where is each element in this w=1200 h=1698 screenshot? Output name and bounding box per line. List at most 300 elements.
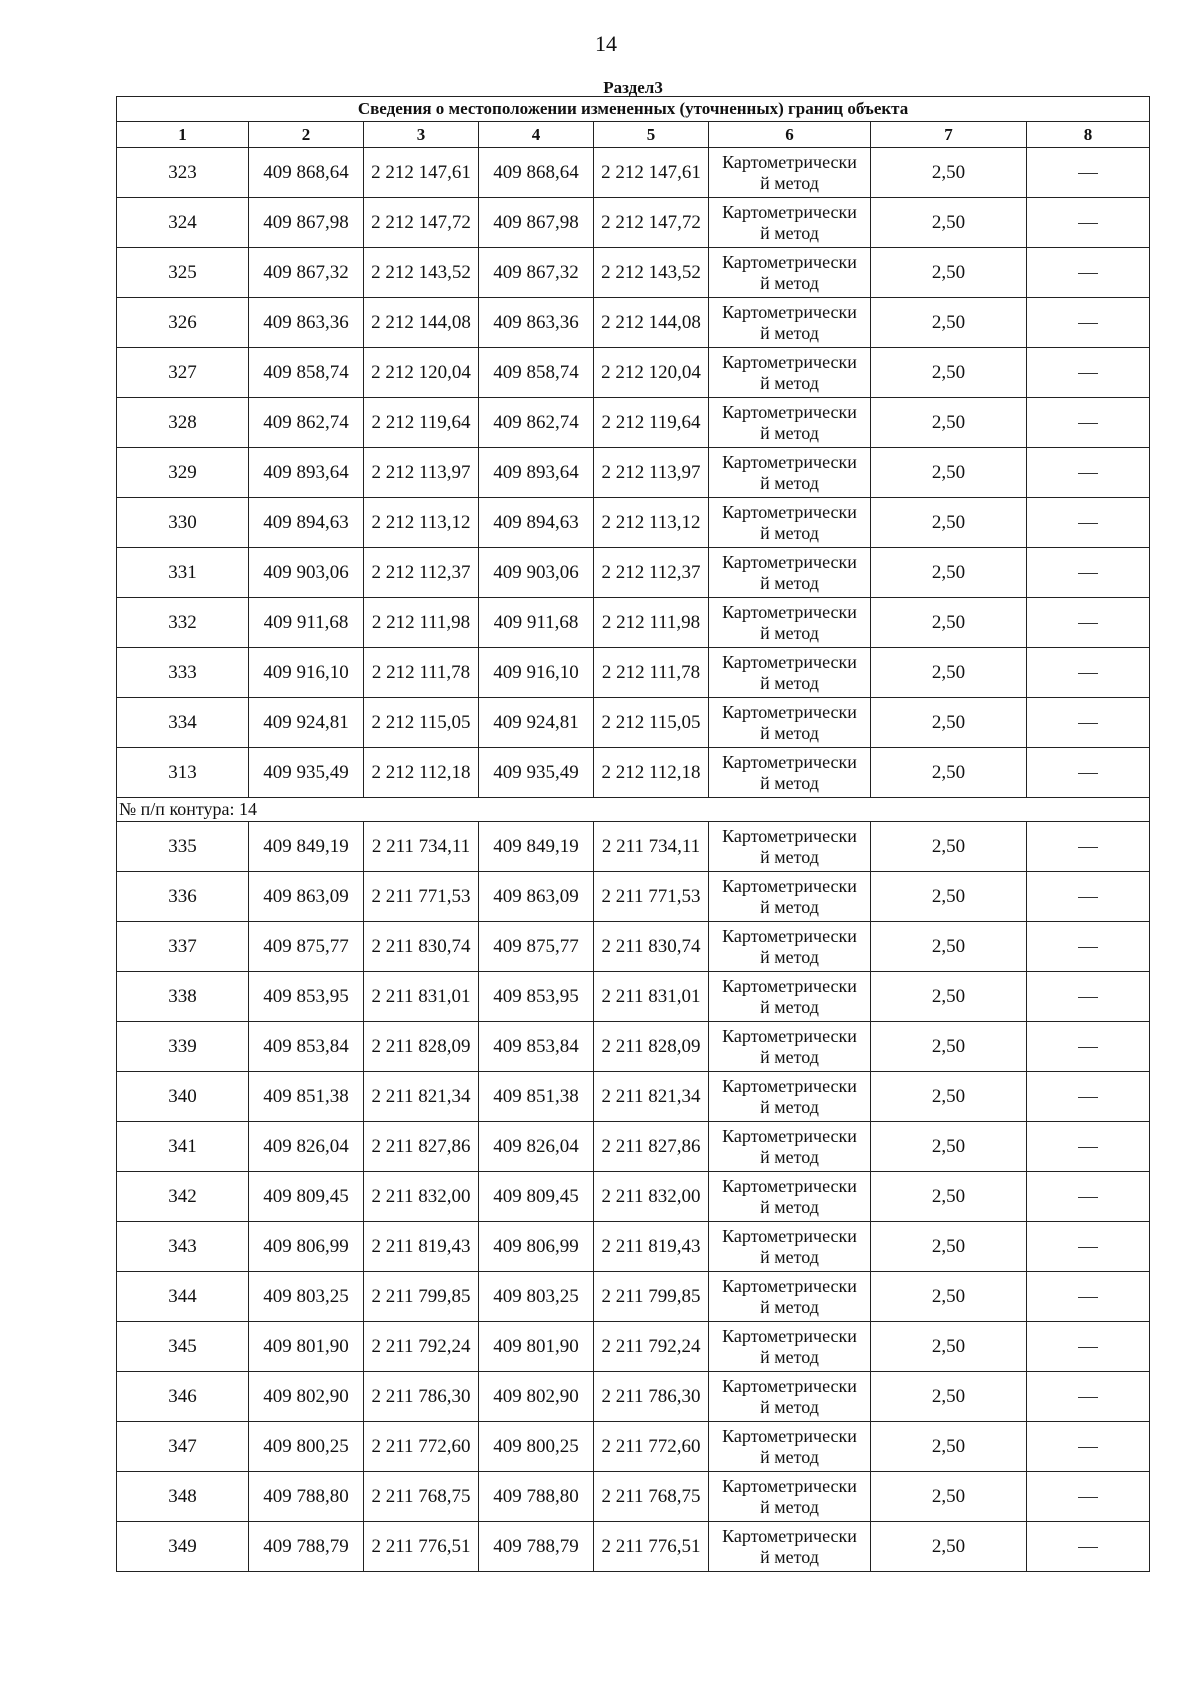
dash-cell bbox=[1027, 1072, 1150, 1122]
x-coordinate-old: 409 853,95 bbox=[249, 972, 364, 1022]
accuracy-value: 2,50 bbox=[871, 1072, 1027, 1122]
x-coordinate-old: 409 863,09 bbox=[249, 872, 364, 922]
method-cell bbox=[709, 1122, 871, 1172]
y-coordinate-old: 2 211 821,34 bbox=[364, 1072, 479, 1122]
x-coordinate-new: 409 867,32 bbox=[479, 248, 594, 298]
x-coordinate-new: 409 788,79 bbox=[479, 1522, 594, 1572]
accuracy-value: 2,50 bbox=[871, 198, 1027, 248]
dash-cell bbox=[1027, 1022, 1150, 1072]
method-cell bbox=[709, 1322, 871, 1372]
dash-mark bbox=[1078, 1147, 1098, 1148]
method-cell bbox=[709, 1522, 871, 1572]
point-number: 328 bbox=[117, 398, 249, 448]
method-line-1: Картометрически bbox=[722, 551, 857, 572]
dash-mark bbox=[1078, 1347, 1098, 1348]
method-line-2: й метод bbox=[760, 172, 819, 193]
method-line-2: й метод bbox=[760, 896, 819, 917]
method-line-2: й метод bbox=[760, 1196, 819, 1217]
method-line-1: Картометрически bbox=[722, 1525, 857, 1546]
y-coordinate-new: 2 212 113,97 bbox=[594, 448, 709, 498]
method-line-2: й метод bbox=[760, 722, 819, 743]
x-coordinate-old: 409 868,64 bbox=[249, 148, 364, 198]
point-number: 325 bbox=[117, 248, 249, 298]
method-cell bbox=[709, 448, 871, 498]
y-coordinate-old: 2 211 830,74 bbox=[364, 922, 479, 972]
boundary-coordinates-table bbox=[116, 80, 1150, 1572]
table-row bbox=[117, 348, 1150, 398]
method-line-2: й метод bbox=[760, 272, 819, 293]
method-line-2: й метод bbox=[760, 1496, 819, 1517]
method-line-1: Картометрически bbox=[722, 151, 857, 172]
y-coordinate-old: 2 211 772,60 bbox=[364, 1422, 479, 1472]
dash-mark bbox=[1078, 773, 1098, 774]
method-line-1: Картометрически bbox=[722, 751, 857, 772]
x-coordinate-old: 409 867,98 bbox=[249, 198, 364, 248]
method-line-2: й метод bbox=[760, 422, 819, 443]
x-coordinate-new: 409 826,04 bbox=[479, 1122, 594, 1172]
method-line-2: й метод bbox=[760, 622, 819, 643]
x-coordinate-new: 409 893,64 bbox=[479, 448, 594, 498]
y-coordinate-old: 2 212 113,97 bbox=[364, 448, 479, 498]
y-coordinate-new: 2 211 792,24 bbox=[594, 1322, 709, 1372]
x-coordinate-old: 409 800,25 bbox=[249, 1422, 364, 1472]
accuracy-value: 2,50 bbox=[871, 398, 1027, 448]
y-coordinate-old: 2 211 771,53 bbox=[364, 872, 479, 922]
method-line-1: Картометрически bbox=[722, 401, 857, 422]
method-line-2: й метод bbox=[760, 946, 819, 967]
dash-cell bbox=[1027, 648, 1150, 698]
y-coordinate-old: 2 211 799,85 bbox=[364, 1272, 479, 1322]
dash-cell bbox=[1027, 448, 1150, 498]
y-coordinate-old: 2 211 734,11 bbox=[364, 822, 479, 872]
method-line-2: й метод bbox=[760, 1046, 819, 1067]
y-coordinate-new: 2 212 144,08 bbox=[594, 298, 709, 348]
point-number: 327 bbox=[117, 348, 249, 398]
x-coordinate-new: 409 875,77 bbox=[479, 922, 594, 972]
y-coordinate-new: 2 212 143,52 bbox=[594, 248, 709, 298]
method-line-2: й метод bbox=[760, 222, 819, 243]
x-coordinate-new: 409 924,81 bbox=[479, 698, 594, 748]
dash-mark bbox=[1078, 1047, 1098, 1048]
x-coordinate-new: 409 851,38 bbox=[479, 1072, 594, 1122]
column-number: 7 bbox=[871, 122, 1027, 148]
method-cell bbox=[709, 1372, 871, 1422]
method-line-2: й метод bbox=[760, 1446, 819, 1467]
accuracy-value: 2,50 bbox=[871, 548, 1027, 598]
table-row bbox=[117, 1222, 1150, 1272]
x-coordinate-old: 409 809,45 bbox=[249, 1172, 364, 1222]
table-row bbox=[117, 398, 1150, 448]
method-line-1: Картометрически bbox=[722, 1325, 857, 1346]
y-coordinate-new: 2 212 119,64 bbox=[594, 398, 709, 448]
accuracy-value: 2,50 bbox=[871, 248, 1027, 298]
accuracy-value: 2,50 bbox=[871, 1472, 1027, 1522]
dash-cell bbox=[1027, 298, 1150, 348]
method-line-1: Картометрически bbox=[722, 1125, 857, 1146]
method-line-2: й метод bbox=[760, 1546, 819, 1567]
x-coordinate-new: 409 802,90 bbox=[479, 1372, 594, 1422]
table-row bbox=[117, 922, 1150, 972]
x-coordinate-new: 409 853,95 bbox=[479, 972, 594, 1022]
x-coordinate-old: 409 851,38 bbox=[249, 1072, 364, 1122]
table-row bbox=[117, 1422, 1150, 1472]
method-line-1: Картометрически bbox=[722, 501, 857, 522]
dash-cell bbox=[1027, 1272, 1150, 1322]
x-coordinate-old: 409 858,74 bbox=[249, 348, 364, 398]
x-coordinate-new: 409 800,25 bbox=[479, 1422, 594, 1472]
point-number: 342 bbox=[117, 1172, 249, 1222]
method-line-1: Картометрически bbox=[722, 251, 857, 272]
accuracy-value: 2,50 bbox=[871, 448, 1027, 498]
method-cell bbox=[709, 1072, 871, 1122]
dash-cell bbox=[1027, 148, 1150, 198]
x-coordinate-new: 409 903,06 bbox=[479, 548, 594, 598]
y-coordinate-old: 2 211 832,00 bbox=[364, 1172, 479, 1222]
method-cell bbox=[709, 972, 871, 1022]
point-number: 337 bbox=[117, 922, 249, 972]
accuracy-value: 2,50 bbox=[871, 1272, 1027, 1322]
x-coordinate-new: 409 863,36 bbox=[479, 298, 594, 348]
table-row bbox=[117, 1122, 1150, 1172]
method-line-2: й метод bbox=[760, 522, 819, 543]
x-coordinate-new: 409 853,84 bbox=[479, 1022, 594, 1072]
x-coordinate-old: 409 801,90 bbox=[249, 1322, 364, 1372]
method-line-2: й метод bbox=[760, 322, 819, 343]
method-line-2: й метод bbox=[760, 1146, 819, 1167]
y-coordinate-new: 2 211 830,74 bbox=[594, 922, 709, 972]
accuracy-value: 2,50 bbox=[871, 1222, 1027, 1272]
section-row bbox=[117, 80, 1150, 97]
method-cell bbox=[709, 498, 871, 548]
method-line-1: Картометрически bbox=[722, 1175, 857, 1196]
method-line-2: й метод bbox=[760, 1096, 819, 1117]
point-number: 331 bbox=[117, 548, 249, 598]
y-coordinate-new: 2 211 799,85 bbox=[594, 1272, 709, 1322]
table-row bbox=[117, 498, 1150, 548]
dash-cell bbox=[1027, 872, 1150, 922]
point-number: 349 bbox=[117, 1522, 249, 1572]
table-row bbox=[117, 1172, 1150, 1222]
point-number: 323 bbox=[117, 148, 249, 198]
method-cell bbox=[709, 148, 871, 198]
accuracy-value: 2,50 bbox=[871, 1422, 1027, 1472]
table-row bbox=[117, 1072, 1150, 1122]
dash-cell bbox=[1027, 698, 1150, 748]
x-coordinate-old: 409 916,10 bbox=[249, 648, 364, 698]
y-coordinate-new: 2 212 120,04 bbox=[594, 348, 709, 398]
y-coordinate-new: 2 212 115,05 bbox=[594, 698, 709, 748]
column-number: 4 bbox=[479, 122, 594, 148]
method-line-2: й метод bbox=[760, 996, 819, 1017]
column-number: 8 bbox=[1027, 122, 1150, 148]
point-number: 346 bbox=[117, 1372, 249, 1422]
contour-label: № п/п контура: 14 bbox=[117, 798, 1150, 822]
y-coordinate-old: 2 212 144,08 bbox=[364, 298, 479, 348]
table-row bbox=[117, 1522, 1150, 1572]
dash-cell bbox=[1027, 348, 1150, 398]
method-cell bbox=[709, 1422, 871, 1472]
y-coordinate-new: 2 212 112,37 bbox=[594, 548, 709, 598]
accuracy-value: 2,50 bbox=[871, 922, 1027, 972]
point-number: 334 bbox=[117, 698, 249, 748]
y-coordinate-new: 2 212 111,98 bbox=[594, 598, 709, 648]
method-cell bbox=[709, 922, 871, 972]
method-line-2: й метод bbox=[760, 1296, 819, 1317]
method-cell bbox=[709, 872, 871, 922]
method-cell bbox=[709, 748, 871, 798]
accuracy-value: 2,50 bbox=[871, 1122, 1027, 1172]
dash-cell bbox=[1027, 1522, 1150, 1572]
dash-mark bbox=[1078, 723, 1098, 724]
accuracy-value: 2,50 bbox=[871, 348, 1027, 398]
x-coordinate-old: 409 893,64 bbox=[249, 448, 364, 498]
y-coordinate-old: 2 211 792,24 bbox=[364, 1322, 479, 1372]
accuracy-value: 2,50 bbox=[871, 148, 1027, 198]
point-number: 347 bbox=[117, 1422, 249, 1472]
y-coordinate-new: 2 212 147,61 bbox=[594, 148, 709, 198]
y-coordinate-new: 2 212 113,12 bbox=[594, 498, 709, 548]
column-number-row bbox=[117, 122, 1150, 148]
method-line-2: й метод bbox=[760, 672, 819, 693]
x-coordinate-new: 409 894,63 bbox=[479, 498, 594, 548]
dash-mark bbox=[1078, 947, 1098, 948]
x-coordinate-old: 409 806,99 bbox=[249, 1222, 364, 1272]
accuracy-value: 2,50 bbox=[871, 748, 1027, 798]
accuracy-value: 2,50 bbox=[871, 1322, 1027, 1372]
y-coordinate-old: 2 211 776,51 bbox=[364, 1522, 479, 1572]
dash-mark bbox=[1078, 1447, 1098, 1448]
dash-cell bbox=[1027, 1122, 1150, 1172]
accuracy-value: 2,50 bbox=[871, 1022, 1027, 1072]
x-coordinate-old: 409 863,36 bbox=[249, 298, 364, 348]
x-coordinate-old: 409 788,79 bbox=[249, 1522, 364, 1572]
y-coordinate-new: 2 211 771,53 bbox=[594, 872, 709, 922]
method-cell bbox=[709, 1022, 871, 1072]
dash-cell bbox=[1027, 922, 1150, 972]
accuracy-value: 2,50 bbox=[871, 822, 1027, 872]
accuracy-value: 2,50 bbox=[871, 498, 1027, 548]
accuracy-value: 2,50 bbox=[871, 872, 1027, 922]
dash-mark bbox=[1078, 1247, 1098, 1248]
table-row bbox=[117, 548, 1150, 598]
x-coordinate-new: 409 809,45 bbox=[479, 1172, 594, 1222]
x-coordinate-new: 409 863,09 bbox=[479, 872, 594, 922]
dash-mark bbox=[1078, 423, 1098, 424]
y-coordinate-old: 2 212 112,18 bbox=[364, 748, 479, 798]
point-number: 329 bbox=[117, 448, 249, 498]
method-line-2: й метод bbox=[760, 772, 819, 793]
point-number: 336 bbox=[117, 872, 249, 922]
method-line-1: Картометрически bbox=[722, 1075, 857, 1096]
table-row bbox=[117, 148, 1150, 198]
x-coordinate-new: 409 803,25 bbox=[479, 1272, 594, 1322]
y-coordinate-old: 2 212 147,61 bbox=[364, 148, 479, 198]
method-cell bbox=[709, 348, 871, 398]
y-coordinate-new: 2 211 821,34 bbox=[594, 1072, 709, 1122]
x-coordinate-new: 409 862,74 bbox=[479, 398, 594, 448]
accuracy-value: 2,50 bbox=[871, 1172, 1027, 1222]
dash-mark bbox=[1078, 1097, 1098, 1098]
y-coordinate-new: 2 211 786,30 bbox=[594, 1372, 709, 1422]
y-coordinate-new: 2 211 819,43 bbox=[594, 1222, 709, 1272]
dash-cell bbox=[1027, 598, 1150, 648]
dash-mark bbox=[1078, 1297, 1098, 1298]
dash-mark bbox=[1078, 673, 1098, 674]
y-coordinate-old: 2 212 147,72 bbox=[364, 198, 479, 248]
dash-mark bbox=[1078, 223, 1098, 224]
point-number: 333 bbox=[117, 648, 249, 698]
dash-cell bbox=[1027, 1172, 1150, 1222]
accuracy-value: 2,50 bbox=[871, 298, 1027, 348]
method-line-2: й метод bbox=[760, 572, 819, 593]
y-coordinate-new: 2 211 768,75 bbox=[594, 1472, 709, 1522]
x-coordinate-new: 409 849,19 bbox=[479, 822, 594, 872]
y-coordinate-new: 2 211 776,51 bbox=[594, 1522, 709, 1572]
x-coordinate-new: 409 916,10 bbox=[479, 648, 594, 698]
dash-cell bbox=[1027, 498, 1150, 548]
x-coordinate-old: 409 894,63 bbox=[249, 498, 364, 548]
dash-mark bbox=[1078, 473, 1098, 474]
method-line-1: Картометрически bbox=[722, 1425, 857, 1446]
method-line-1: Картометрически bbox=[722, 451, 857, 472]
dash-cell bbox=[1027, 1472, 1150, 1522]
y-coordinate-old: 2 212 120,04 bbox=[364, 348, 479, 398]
dash-mark bbox=[1078, 323, 1098, 324]
table-row bbox=[117, 872, 1150, 922]
dash-cell bbox=[1027, 198, 1150, 248]
point-number: 332 bbox=[117, 598, 249, 648]
y-coordinate-old: 2 212 143,52 bbox=[364, 248, 479, 298]
dash-cell bbox=[1027, 1322, 1150, 1372]
y-coordinate-new: 2 211 832,00 bbox=[594, 1172, 709, 1222]
y-coordinate-old: 2 211 827,86 bbox=[364, 1122, 479, 1172]
method-cell bbox=[709, 198, 871, 248]
method-line-1: Картометрически bbox=[722, 1225, 857, 1246]
dash-mark bbox=[1078, 997, 1098, 998]
x-coordinate-old: 409 862,74 bbox=[249, 398, 364, 448]
x-coordinate-old: 409 903,06 bbox=[249, 548, 364, 598]
method-line-1: Картометрически bbox=[722, 601, 857, 622]
dash-cell bbox=[1027, 822, 1150, 872]
dash-cell bbox=[1027, 1222, 1150, 1272]
dash-mark bbox=[1078, 847, 1098, 848]
table-row bbox=[117, 822, 1150, 872]
method-line-1: Картометрически bbox=[722, 301, 857, 322]
point-number: 343 bbox=[117, 1222, 249, 1272]
table-row bbox=[117, 698, 1150, 748]
dash-cell bbox=[1027, 748, 1150, 798]
method-cell bbox=[709, 548, 871, 598]
dash-mark bbox=[1078, 173, 1098, 174]
accuracy-value: 2,50 bbox=[871, 1522, 1027, 1572]
accuracy-value: 2,50 bbox=[871, 972, 1027, 1022]
accuracy-value: 2,50 bbox=[871, 1372, 1027, 1422]
point-number: 340 bbox=[117, 1072, 249, 1122]
dash-mark bbox=[1078, 1547, 1098, 1548]
table-row bbox=[117, 1322, 1150, 1372]
method-line-2: й метод bbox=[760, 846, 819, 867]
x-coordinate-new: 409 858,74 bbox=[479, 348, 594, 398]
method-line-1: Картометрически bbox=[722, 1475, 857, 1496]
method-line-2: й метод bbox=[760, 1246, 819, 1267]
y-coordinate-old: 2 211 831,01 bbox=[364, 972, 479, 1022]
method-line-1: Картометрически bbox=[722, 875, 857, 896]
y-coordinate-old: 2 212 115,05 bbox=[364, 698, 479, 748]
column-number: 1 bbox=[117, 122, 249, 148]
method-cell bbox=[709, 298, 871, 348]
accuracy-value: 2,50 bbox=[871, 648, 1027, 698]
method-line-1: Картометрически bbox=[722, 1275, 857, 1296]
x-coordinate-old: 409 803,25 bbox=[249, 1272, 364, 1322]
method-cell bbox=[709, 1172, 871, 1222]
accuracy-value: 2,50 bbox=[871, 698, 1027, 748]
point-number: 324 bbox=[117, 198, 249, 248]
y-coordinate-old: 2 211 768,75 bbox=[364, 1472, 479, 1522]
point-number: 345 bbox=[117, 1322, 249, 1372]
y-coordinate-old: 2 211 819,43 bbox=[364, 1222, 479, 1272]
y-coordinate-old: 2 212 113,12 bbox=[364, 498, 479, 548]
method-line-2: й метод bbox=[760, 1346, 819, 1367]
method-line-1: Картометрически bbox=[722, 1025, 857, 1046]
dash-mark bbox=[1078, 373, 1098, 374]
dash-cell bbox=[1027, 972, 1150, 1022]
y-coordinate-new: 2 211 831,01 bbox=[594, 972, 709, 1022]
table-row bbox=[117, 1022, 1150, 1072]
method-cell bbox=[709, 398, 871, 448]
y-coordinate-old: 2 211 786,30 bbox=[364, 1372, 479, 1422]
contour-row bbox=[117, 798, 1150, 822]
point-number: 344 bbox=[117, 1272, 249, 1322]
x-coordinate-new: 409 935,49 bbox=[479, 748, 594, 798]
method-cell bbox=[709, 1472, 871, 1522]
x-coordinate-old: 409 867,32 bbox=[249, 248, 364, 298]
section-title: Сведения о местоположении измененных (уточненных) границ объекта bbox=[117, 97, 1150, 122]
method-line-1: Картометрически bbox=[722, 201, 857, 222]
accuracy-value: 2,50 bbox=[871, 598, 1027, 648]
method-line-2: й метод bbox=[760, 472, 819, 493]
method-line-1: Картометрически bbox=[722, 351, 857, 372]
title-row bbox=[117, 97, 1150, 122]
dash-mark bbox=[1078, 1197, 1098, 1198]
y-coordinate-old: 2 212 111,98 bbox=[364, 598, 479, 648]
x-coordinate-old: 409 826,04 bbox=[249, 1122, 364, 1172]
table-row bbox=[117, 248, 1150, 298]
method-line-1: Картометрически bbox=[722, 1375, 857, 1396]
y-coordinate-old: 2 212 112,37 bbox=[364, 548, 479, 598]
table-row bbox=[117, 1272, 1150, 1322]
table-row bbox=[117, 748, 1150, 798]
x-coordinate-new: 409 911,68 bbox=[479, 598, 594, 648]
point-number: 335 bbox=[117, 822, 249, 872]
method-cell bbox=[709, 822, 871, 872]
y-coordinate-new: 2 211 772,60 bbox=[594, 1422, 709, 1472]
dash-mark bbox=[1078, 573, 1098, 574]
column-number: 5 bbox=[594, 122, 709, 148]
dash-mark bbox=[1078, 1497, 1098, 1498]
x-coordinate-old: 409 911,68 bbox=[249, 598, 364, 648]
dash-cell bbox=[1027, 548, 1150, 598]
y-coordinate-old: 2 212 111,78 bbox=[364, 648, 479, 698]
table-row bbox=[117, 972, 1150, 1022]
x-coordinate-new: 409 801,90 bbox=[479, 1322, 594, 1372]
dash-cell bbox=[1027, 1372, 1150, 1422]
x-coordinate-old: 409 875,77 bbox=[249, 922, 364, 972]
method-line-1: Картометрически bbox=[722, 975, 857, 996]
point-number: 326 bbox=[117, 298, 249, 348]
method-cell bbox=[709, 648, 871, 698]
method-line-2: й метод bbox=[760, 1396, 819, 1417]
y-coordinate-new: 2 211 734,11 bbox=[594, 822, 709, 872]
